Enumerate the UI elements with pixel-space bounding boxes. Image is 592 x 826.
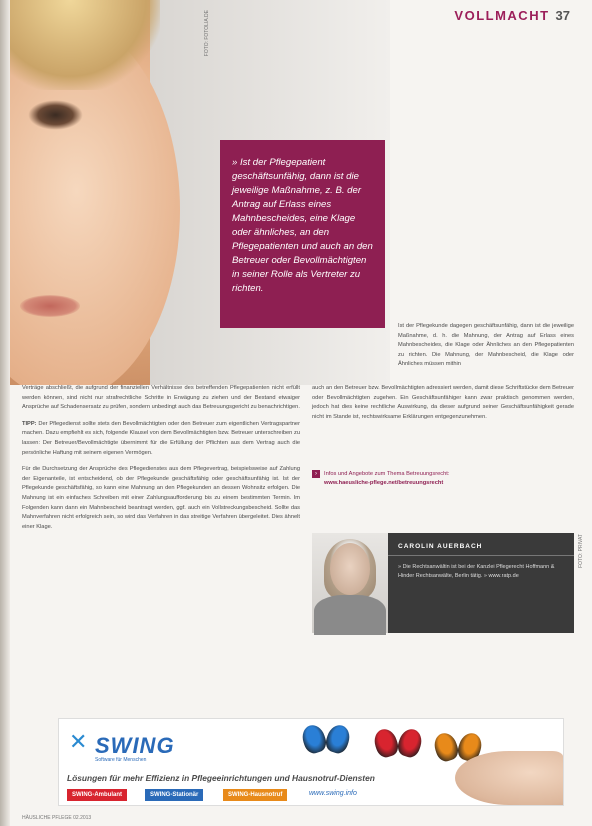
page-footer: HÄUSLICHE PFLEGE 02.2013 <box>22 815 92 821</box>
info-link[interactable]: www.haeusliche-pflege.net/betreuungsrecht <box>324 480 444 486</box>
author-name: CAROLIN AUERBACH <box>398 543 483 550</box>
ad-slogan: Lösungen für mehr Effizienz in Pflegeeinrichtungen und Hausnotruf-Diensten <box>67 773 375 783</box>
pull-quote-box <box>220 140 385 328</box>
author-box <box>312 533 574 633</box>
swing-hausnotruf-button[interactable]: SWING-Hausnotruf <box>223 789 287 801</box>
swing-advertisement[interactable] <box>58 718 564 806</box>
butterfly-icon <box>303 725 349 755</box>
paragraph: TIPP: Der Pflegedienst sollte stets den Bevollmächtigten oder den Betreuer zum eigentlichen Vertragspartner machen. Dazu empfiehlt es sich, folgende Klausel von dem Bevollmächtigten bzw. Betreuer unterschreiben zu lassen: Der Betreuer/Bevollmächtigte übernimmt für die Erfüllung der Pflichten aus dem Vertrag auch die persönliche Haftung mit seinem eigenen Vermögen. <box>22 420 300 456</box>
info-box <box>312 470 574 488</box>
tip-label: TIPP: <box>22 420 37 427</box>
divider <box>388 555 574 556</box>
right-column <box>312 384 574 429</box>
page-number: 37 <box>555 8 570 23</box>
ad-url[interactable]: www.swing.info <box>309 790 357 797</box>
pull-quote: » Ist der Pflegepatient geschäftsunfähig, dann ist die jeweilige Maßnahme, z. B. der Antrag auf Erlass eines Mahnbescheides, eine Klage oder ähnliches, an den Pflegepatienten und auch an den Betreuer oder Bevollmächtigten in seiner Rolle als Vertreter zu richten. <box>232 157 373 294</box>
photo-credit: FOTO: FOTOLIA.DE <box>204 10 210 57</box>
swing-stationaer-button[interactable]: SWING-Stationär <box>145 789 203 801</box>
section-title: VOLLMACHT <box>454 8 550 23</box>
swing-logo-icon: ✕ <box>69 729 88 754</box>
eye <box>28 100 83 130</box>
swing-ambulant-button[interactable]: SWING-Ambulant <box>67 789 127 801</box>
left-column <box>22 384 300 539</box>
paragraph: auch an den Betreuer bzw. Bevollmächtigten adressiert werden, damit diese Schriftstücke dem Betreuer oder Bevollmächtigten zugehen. Ein Geschäftsunfähiger kann zwar praktisch genommen werden, jedoch hat dies keine rechtliche Auswirkung, da dieser aufgrund seiner Geschäftsunfähigkeit gerade nicht im Stande ist, rechtswirksame Erklärungen entgegenzunehmen. <box>312 385 574 420</box>
paragraph: Verträge abschließt, die aufgrund der finanziellen Verhältnisse des betreffenden Pflegepatienten nicht erfüllt werden können, sind nicht nur strafrechtliche Schritte in Erwägung zu ziehen und der Bestand etwaiger Ansprüche auf Schadensersatz zu prüfen, sondern unbedingt auch das Betreuungsgericht zu benachrichtigen. <box>22 385 300 411</box>
page-spine <box>0 0 10 826</box>
page-header <box>454 8 570 23</box>
right-column-top <box>398 322 574 377</box>
swing-tagline: Software für Menschen <box>95 757 147 763</box>
author-photo <box>312 533 388 633</box>
author-photo-credit: FOTO: PRIVAT <box>578 534 584 568</box>
author-details: » Die Rechtsanwältin ist bei der Kanzlei Pflegerecht Hoffmann & Hinder Rechtsanwälte, Berlin tätig. » www.ratp.de <box>398 564 555 579</box>
hand-image <box>455 751 563 805</box>
swing-logo: SWING <box>95 733 175 758</box>
paragraph: Ist der Pflegekunde dagegen geschäftsunfähig, dann ist die jeweilige Maßnahme, d. h. die Mahnung, der Antrag auf Erlass eines Mahnbescheides, die Klage oder Ähnliches an den Pflegepatienten zu richten. Die Mahnung, der Mahnbescheid, die Klage oder Ähnliches müssen mithin <box>398 323 574 368</box>
arrow-icon: › <box>312 470 320 478</box>
lips <box>20 295 80 317</box>
info-label: Infos und Angebote zum Thema Betreuungsrecht: <box>324 471 450 477</box>
butterfly-icon <box>375 729 421 759</box>
paragraph: Für die Durchsetzung der Ansprüche des Pflegedienstes aus dem Pflegevertrag, beispielsweise auf Zahlung der Eigenanteile, ist entscheidend, ob der Pflegekunde geschäftsfähig oder geschäftsunfähig ist. Ist der Pflegekunde geschäftsfähig, so kann eine Mahnung an den Pflegekunden an dessen Wohnsitz erfolgen. Die Mahnung ist ein einfaches Schreiben mit einer Zahlungsaufforderung bis zu einem bestimmten Termin. Im Folgenden kann dann ein Mahnbescheid beantragt werden, ggf. auch ein Vollstreckungsbescheid. Sollte das Mahnverfahren nicht erfolgreich sein, so wird das Verfahren in das streitige Verfahren übergeleitet. Dies ähnelt einer Klage. <box>22 466 300 530</box>
